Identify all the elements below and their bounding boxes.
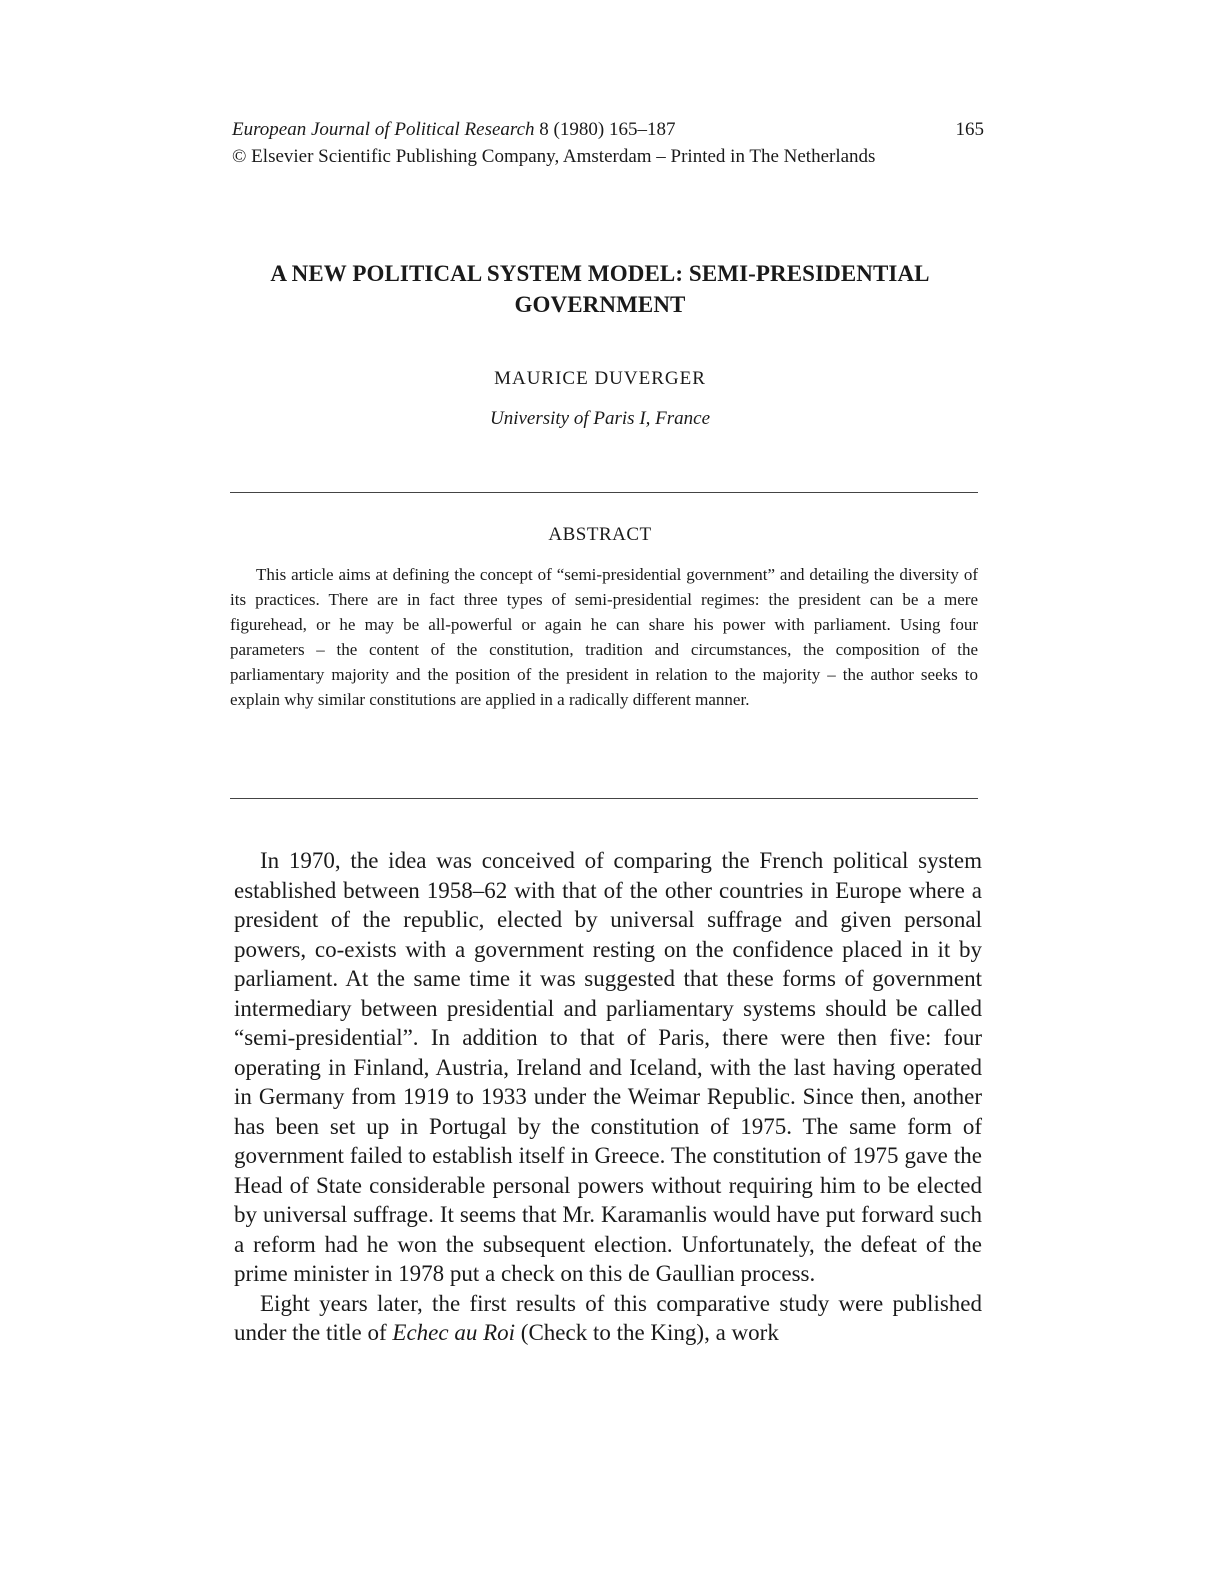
author-affiliation: University of Paris I, France <box>489 408 711 429</box>
abstract-bottom-rule <box>230 798 978 799</box>
page-number: 165 <box>955 119 984 140</box>
abstract-heading: ABSTRACT <box>548 524 652 545</box>
page-header <box>232 116 984 170</box>
citation-line <box>232 116 984 143</box>
paragraph-2-end: (Check to the King), a work <box>515 1320 779 1345</box>
paragraph-2-start: Eight years later, the first results of this comparative study were published under the title of <box>234 1290 982 1345</box>
body-paragraph-1: In 1970, the idea was conceived of comparing the French political system established between 1958–62 with that of the other countries in Europe where a president of the republic, elected by universal suffrage and given personal powers, co-exists with a government resting on the confidence placed in it by parliament. At the same time it was suggested that these forms of government intermediary between presidential and parliamentary systems should be called “semi-presidential”. In addition to that of Paris, there were then five: four operating in Finland, Austria, Ireland and Iceland, with the last having operated in Germany from 1919 to 1933 under the Weimar Republic. Since then, another has been set up in Portugal by the constitution of 1975. The same form of government failed to establish itself in Greece. The constitution of 1975 gave the Head of State considerable personal powers without requiring him to be elected by universal suffrage. It seems that Mr. Karamanlis would have put forward such a reform had he won the subsequent election. Unfortunately, the defeat of the prime minister in 1978 put a check on this de Gaullian process. <box>234 848 982 1286</box>
abstract-top-rule <box>230 492 978 493</box>
volume-pages: 8 (1980) 165–187 <box>539 119 676 140</box>
book-title: Echec au Roi <box>392 1320 516 1345</box>
publisher-line: © Elsevier Scientific Publishing Company, Amsterdam – Printed in The Netherlands <box>232 146 876 167</box>
title-line-2: GOVERNMENT <box>514 292 686 317</box>
journal-title: European Journal of Political Research <box>232 119 535 140</box>
title-line-1: A NEW POLITICAL SYSTEM MODEL: SEMI-PRESIDENTIAL <box>270 261 930 286</box>
citation <box>232 116 675 143</box>
author-name: MAURICE DUVERGER <box>494 368 706 389</box>
body-paragraph-2 <box>234 1289 982 1348</box>
article-title <box>200 258 1000 320</box>
abstract-text: This article aims at defining the concept of “semi-presidential government” and detailing the diversity of its practices. There are in fact three types of semi-presidential regimes: the president can be a mere figurehead, or he may be all-powerful or again he can share his power with parliament. Using four parameters – the content of the constitution, tradition and circumstances, the composition of the parliamentary majority and the position of the president in relation to the majority – the author seeks to explain why similar constitutions are applied in a radically different manner. <box>230 565 978 709</box>
article-body <box>234 846 982 1348</box>
